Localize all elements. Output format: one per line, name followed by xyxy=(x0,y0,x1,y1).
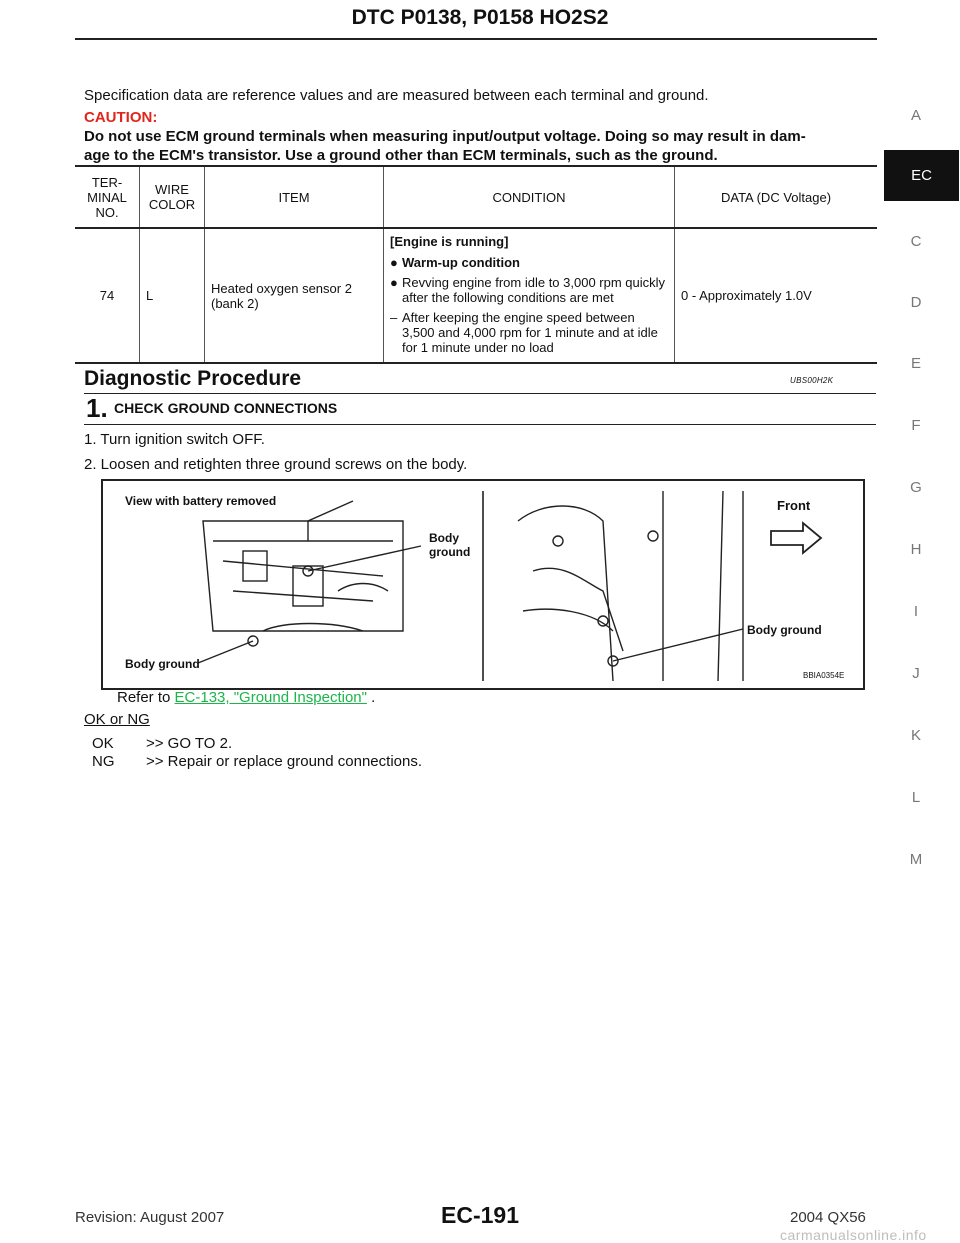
footer-revision: Revision: August 2007 xyxy=(75,1209,225,1226)
engine-bay-illustration xyxy=(103,481,863,688)
caution-line: age to the ECM's transistor. Use a ground other than ECM terminals, such as the ground. xyxy=(84,147,718,164)
procedure-step: 1. Turn ignition switch OFF. xyxy=(84,431,265,448)
ground-locations-figure xyxy=(101,479,865,690)
side-index-g[interactable]: G xyxy=(910,479,922,496)
condition-text: After keeping the engine speed between 3,500 and 4,000 rpm for 1 minute and at idle for 1 minute under no load xyxy=(402,309,658,355)
result-ng-text: >> Repair or replace ground connections. xyxy=(146,753,423,770)
figure-label-line: Body xyxy=(429,531,459,545)
step-number: 1. xyxy=(86,393,108,423)
side-index-c[interactable]: C xyxy=(910,233,922,250)
step-title: CHECK GROUND CONNECTIONS xyxy=(114,400,338,416)
figure-label xyxy=(429,531,470,559)
footer-watermark: carmanualsonline.info xyxy=(780,1227,927,1243)
section-heading: Diagnostic Procedure xyxy=(84,367,302,390)
spec-note: Specification data are reference values and are measured between each terminal and ground. xyxy=(84,87,709,104)
figure-label: View with battery removed xyxy=(125,494,277,508)
dash-icon: – xyxy=(390,309,398,325)
figure-label: Body ground xyxy=(747,623,822,637)
cell-terminal: 74 xyxy=(75,228,140,363)
result-ok-key: OK xyxy=(92,735,114,752)
header-data: DATA (DC Voltage) xyxy=(675,166,878,228)
result-ok-text: >> GO TO 2. xyxy=(146,735,233,752)
header-item: ITEM xyxy=(205,166,384,228)
item-text: (bank 2) xyxy=(211,295,259,311)
table-header-row xyxy=(75,166,877,228)
header-text: MINAL xyxy=(87,189,127,205)
header-text: NO. xyxy=(95,204,119,220)
page-title: DTC P0138, P0158 HO2S2 xyxy=(351,6,609,29)
refer-line xyxy=(117,689,375,706)
header-condition: CONDITION xyxy=(384,166,675,228)
table-row xyxy=(75,228,877,363)
side-index-l[interactable]: L xyxy=(911,789,921,806)
refer-prefix: Refer to xyxy=(117,689,175,706)
condition-bullet xyxy=(390,275,668,305)
header-text: TER- xyxy=(91,174,123,190)
ground-inspection-link[interactable]: EC-133, "Ground Inspection" xyxy=(174,689,367,706)
caution-text xyxy=(84,127,874,165)
procedure-step: 2. Loosen and retighten three ground screws on the body. xyxy=(84,456,468,473)
bullet-dot-icon: ● xyxy=(390,274,398,290)
side-index-k[interactable]: K xyxy=(910,727,921,744)
side-index-m[interactable]: M xyxy=(909,851,923,868)
cell-condition xyxy=(384,228,675,363)
result-ng-key: NG xyxy=(92,753,115,770)
header-text: WIRE xyxy=(155,182,189,197)
side-index-f[interactable]: F xyxy=(911,417,921,434)
section-code: UBS00H2K xyxy=(790,376,834,385)
side-index-a[interactable]: A xyxy=(910,107,921,124)
section-divider xyxy=(84,393,876,394)
condition-dash-item xyxy=(390,310,668,355)
condition-text: Warm-up condition xyxy=(402,254,520,270)
header-terminal-no xyxy=(75,166,140,228)
footer-model: 2004 QX56 xyxy=(790,1209,866,1226)
figure-label: Body ground xyxy=(125,657,200,671)
item-text: Heated oxygen sensor 2 xyxy=(211,280,352,296)
side-index-j[interactable]: J xyxy=(912,665,920,682)
step-divider xyxy=(84,424,876,425)
side-index-h[interactable]: H xyxy=(910,541,922,558)
side-index-ec-active[interactable]: EC xyxy=(884,150,959,201)
side-index-e[interactable]: E xyxy=(910,355,921,372)
ok-ng-heading: OK or NG xyxy=(84,711,150,728)
figure-label-line: ground xyxy=(429,545,471,559)
condition-text: Revving engine from idle to 3,000 rpm quickly after the following conditions are met xyxy=(402,274,666,305)
caution-line: Do not use ECM ground terminals when measuring input/output voltage. Doing so may result in dam- xyxy=(84,128,806,145)
bullet-dot-icon: ● xyxy=(390,254,398,270)
footer-page-number: EC-191 xyxy=(441,1202,519,1228)
figure-id: BBIA0354E xyxy=(803,671,845,680)
terminal-spec-table xyxy=(75,165,877,364)
side-index-i[interactable]: I xyxy=(913,603,919,620)
caution-heading: CAUTION: xyxy=(84,109,158,126)
cell-item xyxy=(205,228,384,363)
side-index-d[interactable]: D xyxy=(910,294,922,311)
figure-label: Front xyxy=(777,498,811,513)
header-wire-color xyxy=(140,166,205,228)
condition-bullet xyxy=(390,255,668,270)
title-divider xyxy=(75,38,877,40)
condition-title: [Engine is running] xyxy=(390,233,509,249)
cell-wire-color: L xyxy=(140,228,205,363)
header-text: COLOR xyxy=(148,197,196,212)
refer-suffix: . xyxy=(366,689,376,706)
cell-data: 0 - Approximately 1.0V xyxy=(675,228,878,363)
